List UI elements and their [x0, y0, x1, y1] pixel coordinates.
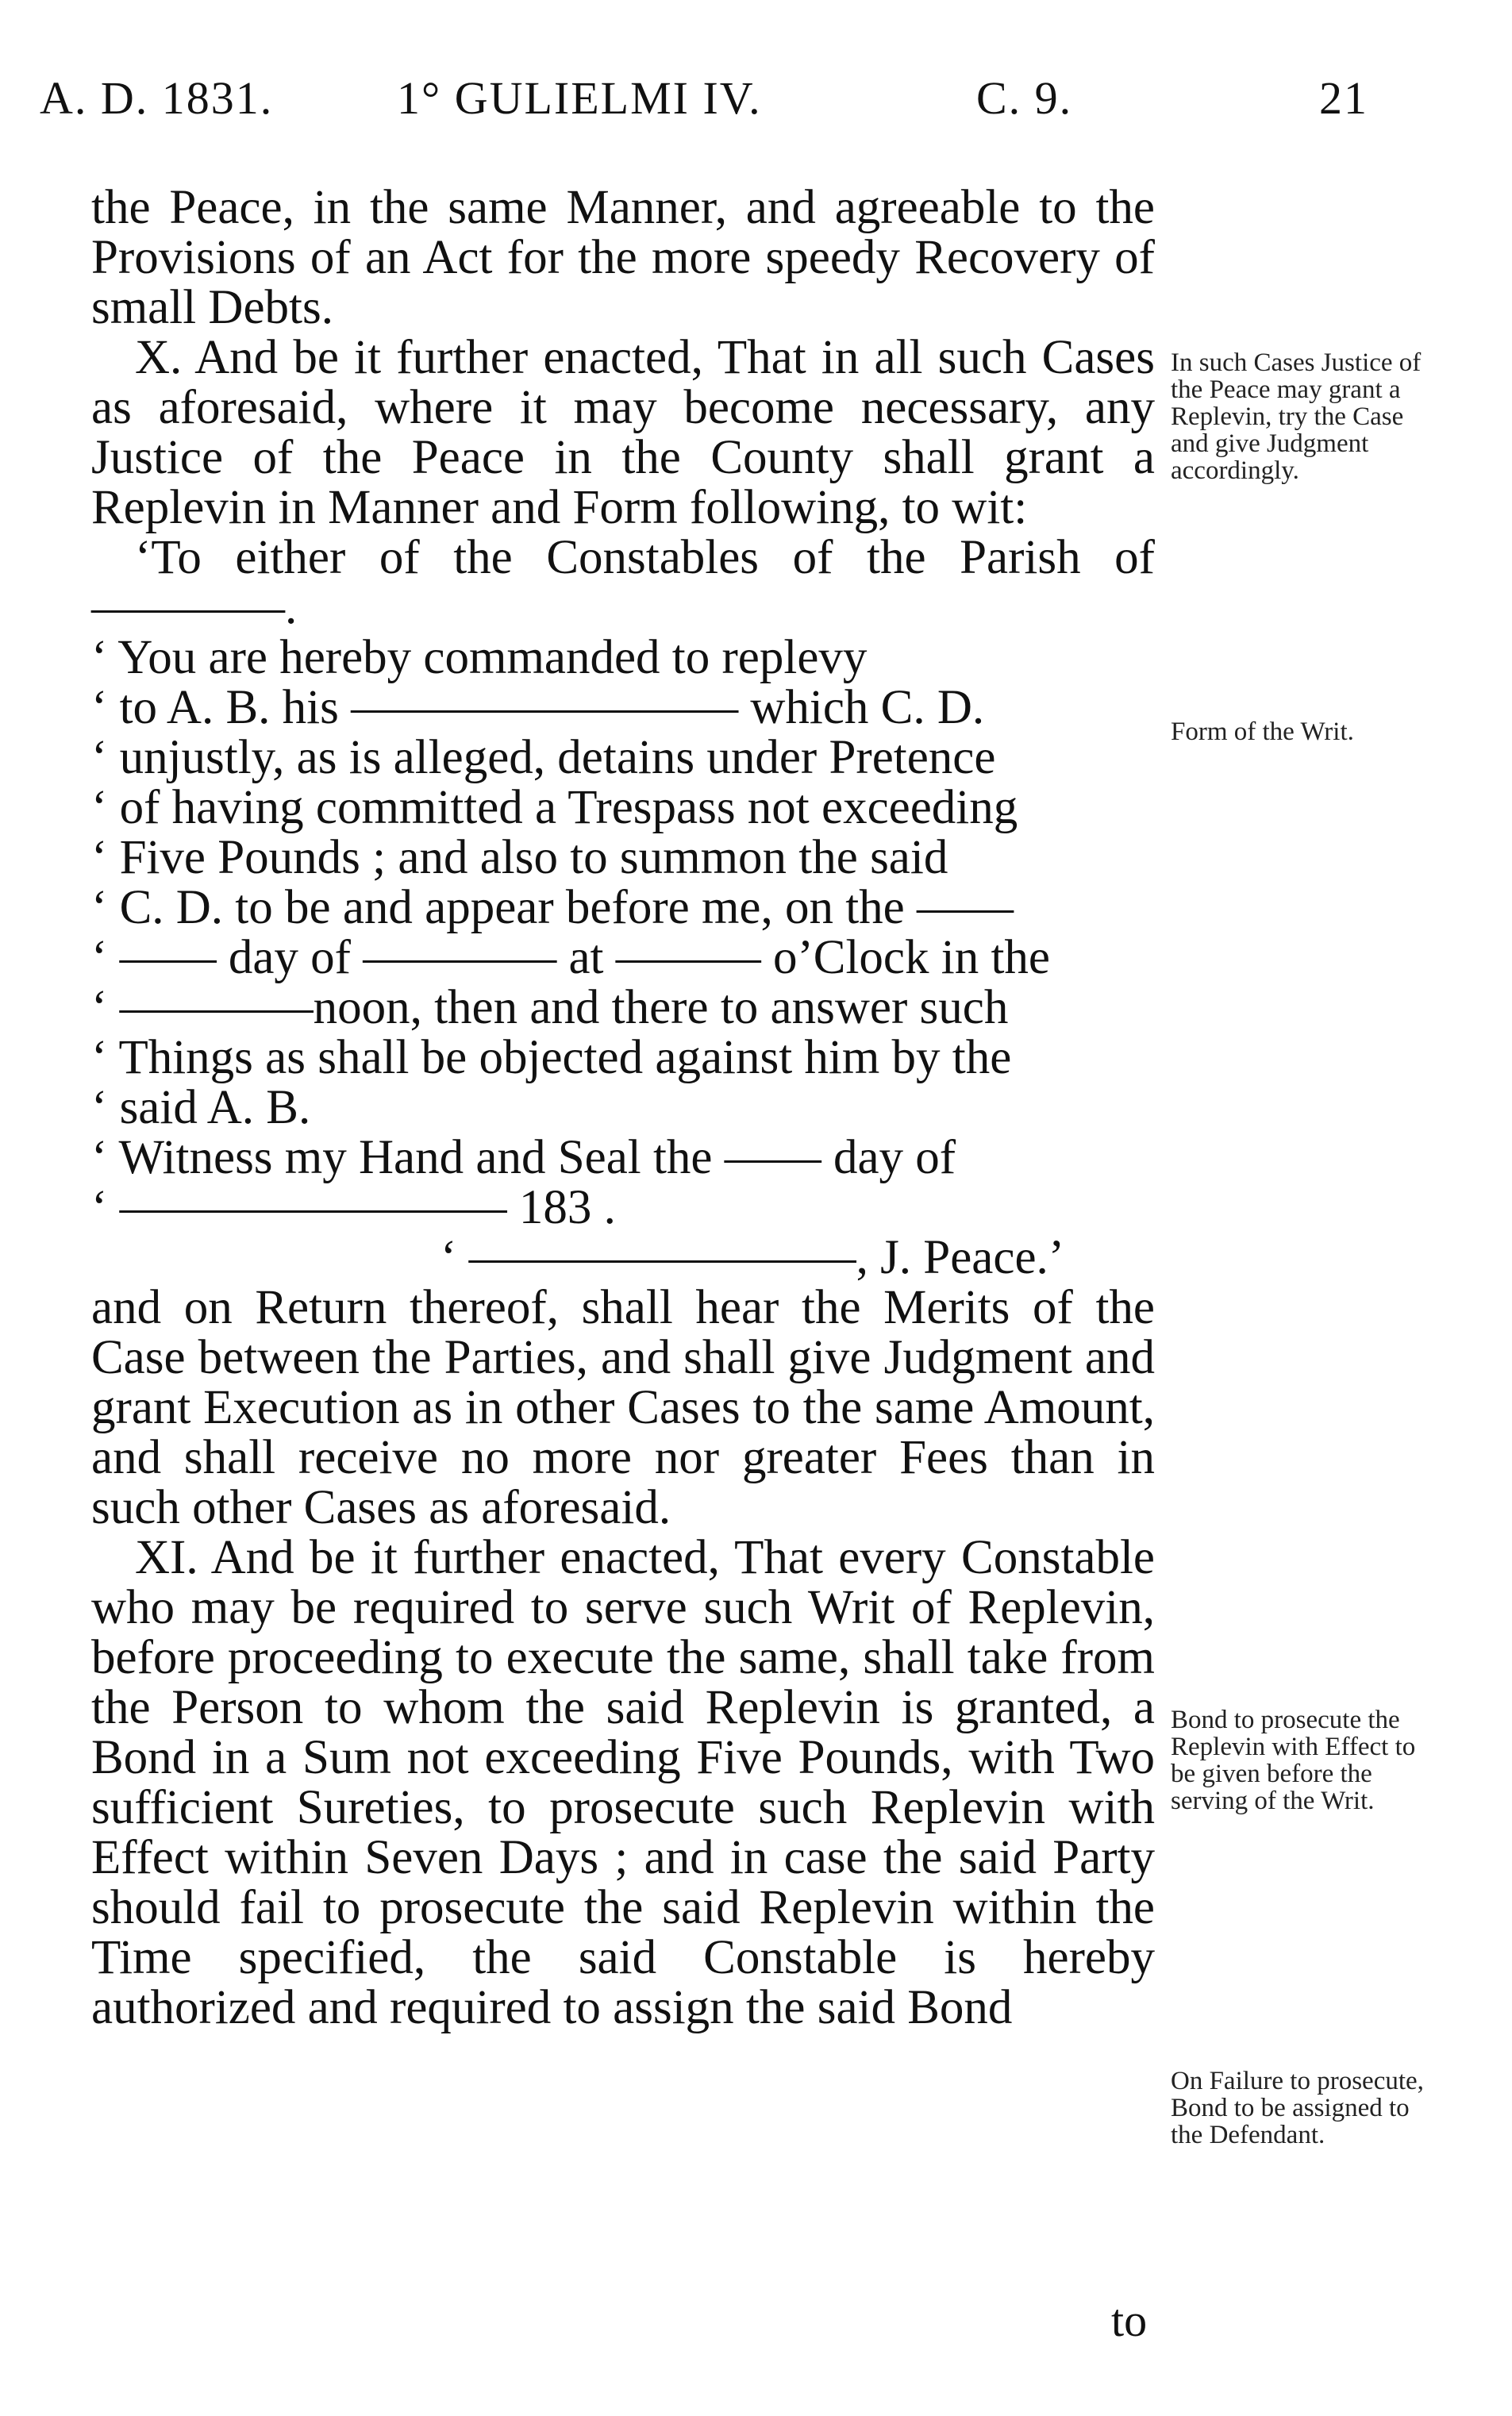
header-year: A. D. 1831. [40, 72, 274, 124]
writ-line: ‘ You are hereby commanded to replevy [91, 631, 868, 684]
margin-note: Bond to prosecute the Replevin with Effect to be given before the serving of the Writ. [1171, 1706, 1416, 1815]
writ-signature: ‘ ————————, J. Peace.’ [441, 1231, 1065, 1284]
main-text [91, 183, 1155, 2033]
paragraph-continuation: the Peace, in the same Manner, and agreeable to the Provisions of an Act for the more speedy Recovery of small Debts. [91, 181, 1155, 334]
writ-line: ‘ to A. B. his ———————— which C. D. [91, 681, 985, 734]
margin-note: On Failure to prosecute, Bond to be assigned to the Defendant. [1171, 2067, 1424, 2149]
section-xi: XI. And be it further enacted, That every Constable who may be required to serve such Writ of Replevin, before proceeding to execute the same, shall take from the Person to whom the said Replevin is granted, a Bond in a Sum not exceeding Five Pounds, with Two sufficient Sureties, to prosecute such Replevin with Effect within Seven Days ; and in case the said Party should fail to prosecute the said Replevin within the Time specified, the said Constable is hereby authorized and required to assign the said Bond [91, 1531, 1155, 2034]
writ-line: ‘ unjustly, as is alleged, detains under Pretence [91, 731, 996, 784]
header-reign: 1° GULIELMI IV. [397, 72, 762, 124]
witness-line: ‘ Witness my Hand and Seal the —— day of [91, 1131, 956, 1184]
running-header [40, 71, 1405, 151]
witness-line: ‘ ———————— 183 . [91, 1181, 616, 1234]
writ-line: ‘ ————noon, then and there to answer such [91, 981, 1009, 1034]
writ-witness [91, 1133, 1155, 1233]
section-x: X. And be it further enacted, That in all such Cases as aforesaid, where it may become necessary, any Justice of the Peace in the County shall grant a Replevin in Manner and Form following, to wit: [91, 331, 1155, 534]
writ-address: ‘To either of the Constables of the Parish of ————. [91, 531, 1155, 634]
paragraph-return: and on Return thereof, shall hear the Merits of the Case between the Parties, and shall give Judgment and grant Execution as in other Cases to the same Amount, and shall receive no more nor greater Fees than in such other Cases as aforesaid. [91, 1281, 1155, 1534]
catchword: to [1111, 2295, 1148, 2346]
margin-note: Form of the Writ. [1171, 717, 1354, 746]
writ-line: ‘ C. D. to be and appear before me, on the —— [91, 881, 1014, 934]
writ-line: ‘ said A. B. [91, 1081, 311, 1134]
writ-body [91, 633, 1155, 1133]
writ-line: ‘ Things as shall be objected against him by the [91, 1031, 1012, 1084]
header-chapter: C. 9. [976, 72, 1073, 124]
writ-line: ‘ Five Pounds ; and also to summon the said [91, 831, 948, 884]
margin-note: In such Cases Justice of the Peace may grant a Replevin, try the Case and give Judgment accordingly. [1171, 348, 1422, 485]
page-number: 21 [1319, 72, 1368, 124]
writ-line: ‘ —— day of ———— at ——— o’Clock in the [91, 931, 1050, 984]
writ-line: ‘ of having committed a Trespass not exceeding [91, 781, 1018, 834]
